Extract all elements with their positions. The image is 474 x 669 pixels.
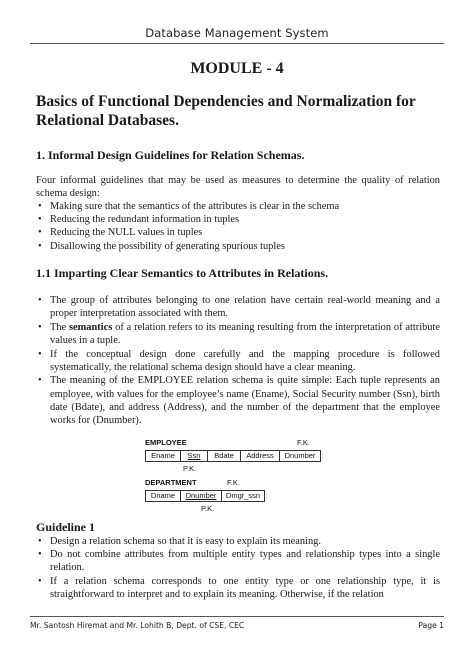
bullet-icon: • (38, 375, 42, 387)
employee-col-ssn: Ssn (181, 451, 208, 461)
running-header: Database Management System (145, 26, 329, 40)
footer-rule (30, 616, 444, 617)
employee-col-address: Address (241, 451, 280, 461)
employee-relation-row (145, 450, 321, 462)
department-pk-label: P.K. (201, 504, 215, 513)
guideline-1-bullet-list (36, 535, 440, 601)
bullet-icon: • (38, 295, 42, 306)
bullet-icon: • (38, 321, 42, 333)
section-1-1-heading: 1.1 Imparting Clear Semantics to Attributes in Relations. (36, 266, 329, 280)
guideline-1-heading: Guideline 1 (36, 520, 96, 534)
employee-fk-label: F.K. (297, 438, 310, 447)
list-item: • The group of attributes belonging to one relation have certain real-world meaning and a proper interpretation associated with them. (38, 295, 440, 320)
semantics-term: semantics (69, 321, 113, 333)
list-item: • Reducing the NULL values in tuples (38, 227, 203, 239)
list-item: • Making sure that the semantics of the attributes is clear in the schema (38, 201, 340, 212)
bullet-icon: • (38, 549, 42, 561)
employee-col-dnumber: Dnumber (284, 451, 316, 460)
department-col-dmgr-ssn: Dmgr_ssn (225, 491, 261, 500)
document-title: Basics of Functional Dependencies and Normalization for Relational Databases. (36, 93, 416, 129)
list-item: • Disallowing the possibility of generating spurious tuples (38, 240, 285, 252)
department-col-dnumber: Dnumber (181, 491, 222, 501)
department-relation-row (145, 490, 265, 502)
section-1-1-bullet-list (36, 294, 440, 428)
list-item: • The semantics of a relation refers to its meaning resulting from the interpretation of attribute values in a tuple. (38, 321, 440, 346)
list-item: • If a relation schema corresponds to one entity type or one relationship type, it is straightforward to interpret and to explain its meaning. Otherwise, if the relation (38, 575, 440, 600)
employee-col-bdate: Bdate (208, 451, 241, 461)
schema-diagram (145, 438, 335, 518)
list-item: • If the conceptual design done carefully and the mapping procedure is followed systematically, the relational schema design should have a clear meaning. (38, 348, 440, 373)
department-relation-label: DEPARTMENT (145, 478, 197, 487)
list-item: • Reducing the redundant information in tuples (38, 214, 240, 226)
bullet-icon: • (38, 214, 42, 226)
header-rule (30, 43, 444, 44)
section-1-heading: 1. Informal Design Guidelines for Relation Schemas. (36, 148, 305, 162)
page-number: Page 1 (418, 621, 444, 630)
footer-authors: Mr. Santosh Hiremat and Mr. Lohith B, Dept. of CSE, CEC (30, 621, 245, 630)
list-item: • The meaning of the EMPLOYEE relation schema is quite simple: Each tuple represents an employee, with values for the employee’s name (Ename), Social Security number (Ssn), birth date (Bdate), and address (Address), and the number of the department that the employee works for (Dnumber). (38, 375, 440, 426)
bullet-icon: • (38, 227, 42, 239)
department-col-dname: Dname (146, 491, 181, 501)
list-item: • Design a relation schema so that it is easy to explain its meaning. (38, 536, 321, 547)
section-1-bullet-list (36, 200, 440, 253)
module-title: MODULE - 4 (190, 60, 284, 77)
employee-pk-label: P.K. (183, 464, 197, 473)
bullet-icon: • (38, 201, 42, 212)
bullet-icon: • (38, 240, 42, 252)
employee-col-ename: Ename (146, 451, 181, 461)
list-item: • Do not combine attributes from multiple entity types and relationship types into a single relation. (38, 549, 440, 574)
bullet-icon: • (38, 348, 42, 360)
bullet-icon: • (38, 536, 42, 547)
section-1-intro: Four informal guidelines that may be used as measures to determine the quality of relation schema design: (36, 175, 440, 200)
employee-relation-label: EMPLOYEE (145, 438, 187, 447)
bullet-icon: • (38, 575, 42, 587)
department-fk-label: F.K. (227, 478, 240, 487)
